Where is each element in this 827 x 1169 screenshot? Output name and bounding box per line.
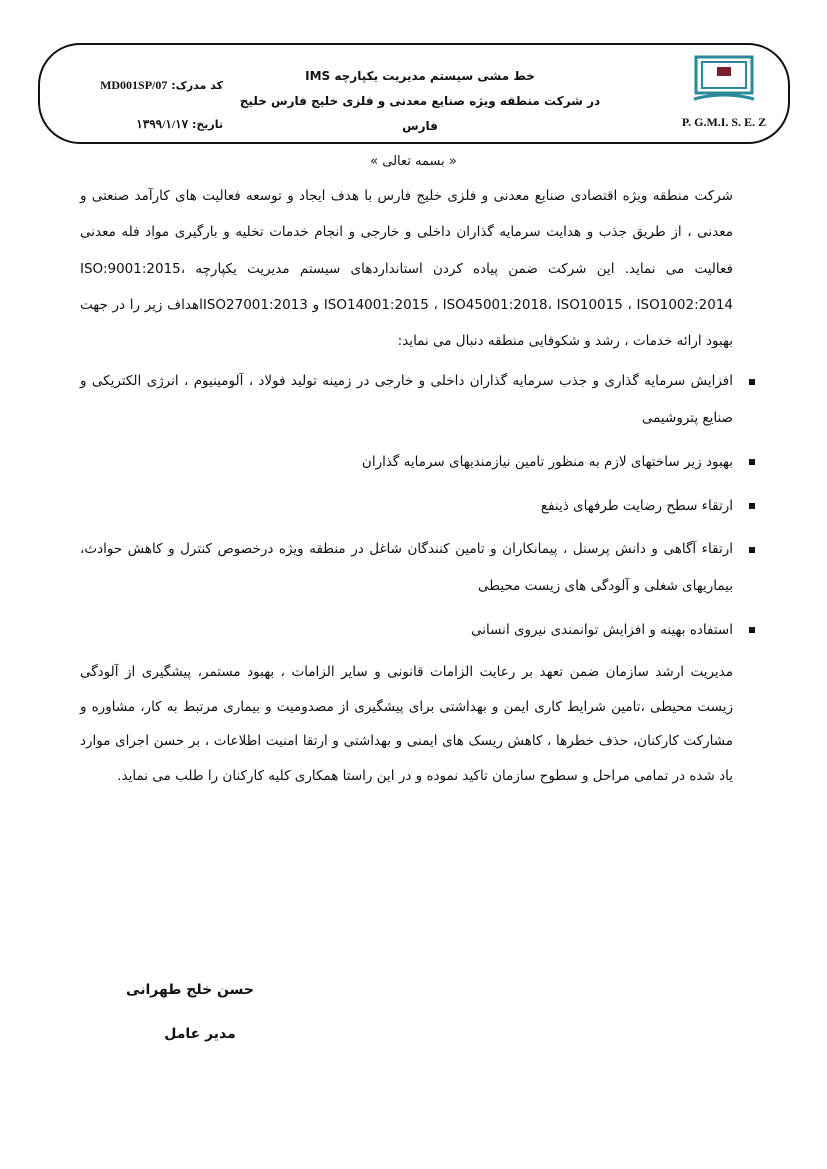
document-code <box>78 78 223 93</box>
title-line-1: خط مشی سیستم مدیریت یکپارچه IMS <box>305 69 535 83</box>
doc-code-label: کد مدرک: <box>171 79 223 92</box>
intro-paragraph: شرکت منطقه ویژه اقتصادی صنایع معدنی و فلزی خلیج فارس با هدف ایجاد و توسعه فعالیت های کارآمد صنعتی و معدنی ، از طریق جذب و هدایت سرمایه گذاران داخلی و خارجی و انجام خدمات تخلیه و بارگیری مواد فله معدنی فعالیت می نماید. این شرکت ضمن پیاده کردن استانداردهای سیستم مدیریت یکپارچه ISO:9001:2015، ISO14001:2015 ، ISO45001:2018، ISO10015 ، ISO1002:2014 و ISO27001:2013اهداف زیر را در جهت بهبود ارائه خدمات ، رشد و شکوفایی منطقه دنبال می نماید: <box>80 188 733 350</box>
logo-text: P. G.M.I. S. E. Z <box>681 115 767 129</box>
date-label: تاریخ: <box>191 118 223 131</box>
objective-text: ارتقاء سطح رضایت طرفهای ذینفع <box>540 498 733 515</box>
company-logo-icon <box>690 55 758 105</box>
objective-text: استفاده بهینه و افزایش توانمندی نیروی انسانی <box>471 622 733 639</box>
closing-paragraph: مدیریت ارشد سازمان ضمن تعهد بر رعایت الزامات قانونی و سایر الزامات ، بهبود مستمر، پیشگیری از آلودگی زیست محیطی ،تامین شرایط کاری ایمن و بهداشتی برای پیشگیری از مصدومیت و بیماری مرتبط به کار، مشاوره و مشارکت کارکنان، حذف خطرها ، کاهش ریسک های ایمنی و بهداشتی و ارتقا امنیت اطلاعات ، بر حسن اجرای موارد یاد شده در تمامی مراحل و سطوح سازمان تاکید نموده و در این راستا همکاری کلیه کارکنان را طلب می نماید. <box>80 664 733 784</box>
doc-code-value: MD001SP/07 <box>100 78 168 92</box>
list-item <box>80 487 733 525</box>
objective-text: افزایش سرمایه گذاری و جذب سرمایه گذاران داخلی و خارجی در زمینه تولید فولاد ، آلومینیوم ، انرژی الکتریکی و صنایع پتروشیمی <box>80 373 733 427</box>
list-item <box>80 443 733 481</box>
objective-text: ارتقاء آگاهی و دانش پرسنل ، پیمانکاران و تامین کنندگان شاغل در منطقه ویژه درخصوص کنترل و کاهش حوادث، بیماریهای شغلی و آلودگی های زیست محیطی <box>80 541 733 595</box>
policy-body <box>80 178 733 793</box>
date-value: ۱۳۹۹/۱/۱۷ <box>136 117 189 131</box>
bullet-icon <box>749 379 755 385</box>
list-item <box>80 531 733 605</box>
list-item <box>80 363 733 437</box>
bullet-icon <box>749 503 755 509</box>
bullet-icon <box>749 627 755 633</box>
document-header <box>38 43 790 144</box>
title-line-2: در شرکت منطقه ویژه صنایع معدنی و فلزی خلیج فارس خلیج فارس <box>239 94 601 133</box>
bullet-icon <box>749 547 755 553</box>
document-date <box>78 117 223 132</box>
objectives-list <box>80 363 733 649</box>
bullet-icon <box>749 459 755 465</box>
objective-text: بهبود زیر ساختهای لازم به منظور تامین نیازمندیهای سرمایه گذاران <box>361 454 733 471</box>
document-title <box>230 64 610 139</box>
list-item <box>80 611 733 649</box>
signatory-title: مدیر عامل <box>164 1026 236 1042</box>
signatory-name: حسن خلج طهرانی <box>126 982 254 998</box>
salutation: « بسمه تعالی » <box>370 154 457 169</box>
